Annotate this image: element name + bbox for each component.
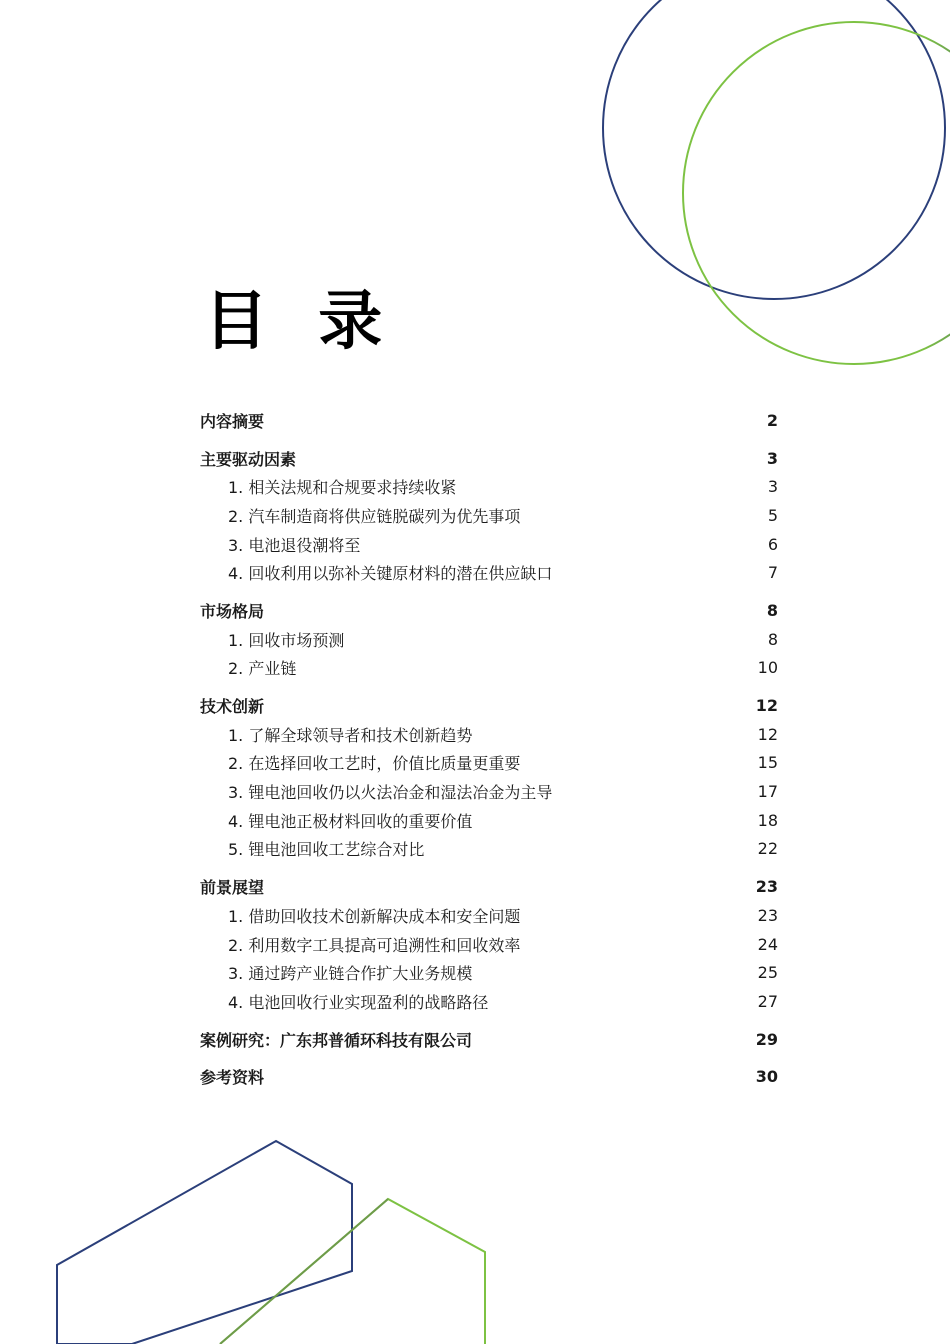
- toc-subentry[interactable]: [200, 720, 778, 749]
- decorative-hexagon-olive-edge: [220, 1199, 388, 1344]
- toc-subentry[interactable]: [200, 930, 778, 959]
- toc-entry-label: 主要驱动因素: [200, 449, 297, 469]
- toc-subentry[interactable]: [200, 749, 778, 778]
- toc-entry[interactable]: [200, 596, 778, 625]
- table-of-contents: [200, 406, 778, 1100]
- toc-entry-page: 8: [766, 600, 778, 620]
- toc-subentry-label: 3. 锂电池回收仍以火法冶金和湿法冶金为主导: [228, 783, 553, 803]
- toc-subentry-page: 12: [757, 724, 778, 744]
- toc-subentry-page: 27: [757, 991, 778, 1011]
- toc-subentry-page: 8: [767, 629, 778, 649]
- toc-subentry-label: 3. 通过跨产业链合作扩大业务规模: [228, 964, 473, 984]
- toc-entry-label: 技术创新: [200, 697, 265, 717]
- toc-entry-label: 参考资料: [200, 1068, 265, 1088]
- toc-entry-label: 市场格局: [200, 601, 265, 621]
- toc-section: [200, 444, 778, 587]
- toc-subentry-page: 23: [757, 905, 778, 925]
- decorative-hexagon-navy: [57, 1141, 352, 1344]
- toc-subentry-label: 5. 锂电池回收工艺综合对比: [228, 840, 425, 860]
- toc-subentry-page: 17: [757, 782, 778, 802]
- toc-subentry[interactable]: [200, 777, 778, 806]
- toc-entry[interactable]: [200, 691, 778, 720]
- toc-subentry-label: 3. 电池退役潮将至: [228, 535, 361, 555]
- toc-subentry-page: 10: [757, 658, 778, 678]
- toc-subentry-page: 7: [767, 563, 778, 583]
- toc-entry-label: 内容摘要: [200, 411, 265, 431]
- toc-entry-page: 29: [755, 1029, 778, 1049]
- decorative-hexagon-green: [220, 1199, 485, 1344]
- toc-entry-page: 2: [766, 410, 778, 430]
- toc-entry-page: 3: [766, 448, 778, 468]
- toc-subentry-page: 18: [757, 810, 778, 830]
- toc-subentry-page: 5: [767, 505, 778, 525]
- page-title: 目 录: [204, 285, 397, 359]
- toc-subentry-label: 4. 回收利用以弥补关键原材料的潜在供应缺口: [228, 564, 553, 584]
- toc-subentry-label: 2. 产业链: [228, 659, 297, 679]
- toc-entry-label: 案例研究：广东邦普循环科技有限公司: [200, 1030, 473, 1050]
- toc-subentry-label: 4. 锂电池正极材料回收的重要价值: [228, 811, 473, 831]
- toc-subentry-label: 2. 汽车制造商将供应链脱碳列为优先事项: [228, 506, 521, 526]
- toc-entry[interactable]: [200, 1062, 778, 1091]
- toc-entry-page: 30: [755, 1067, 778, 1087]
- toc-subentry[interactable]: [200, 806, 778, 835]
- toc-subentry[interactable]: [200, 654, 778, 683]
- toc-subentry[interactable]: [200, 558, 778, 587]
- toc-entry[interactable]: [200, 872, 778, 901]
- toc-entry[interactable]: [200, 1025, 778, 1054]
- toc-subentry[interactable]: [200, 835, 778, 864]
- toc-section: [200, 691, 778, 863]
- toc-entry-page: 23: [755, 877, 778, 897]
- toc-subentry[interactable]: [200, 901, 778, 930]
- toc-entry[interactable]: [200, 406, 778, 435]
- toc-subentry[interactable]: [200, 501, 778, 530]
- toc-subentry[interactable]: [200, 530, 778, 559]
- toc-section: [200, 406, 778, 435]
- toc-subentry-label: 1. 相关法规和合规要求持续收紧: [228, 478, 457, 498]
- decorative-circle-green: [683, 22, 950, 364]
- toc-entry-label: 前景展望: [200, 878, 265, 898]
- toc-subentry-page: 22: [757, 839, 778, 859]
- toc-subentry-page: 3: [767, 477, 778, 497]
- toc-subentry-label: 2. 在选择回收工艺时，价值比质量更重要: [228, 754, 521, 774]
- toc-subentry-page: 6: [767, 534, 778, 554]
- toc-subentry[interactable]: [200, 625, 778, 654]
- toc-entry[interactable]: [200, 444, 778, 473]
- toc-subentry-page: 24: [757, 934, 778, 954]
- toc-subentry-page: 15: [757, 753, 778, 773]
- toc-subentry-label: 1. 了解全球领导者和技术创新趋势: [228, 725, 473, 745]
- toc-section: [200, 1062, 778, 1091]
- toc-section: [200, 872, 778, 1015]
- toc-section: [200, 1025, 778, 1054]
- toc-subentry[interactable]: [200, 958, 778, 987]
- toc-subentry-page: 25: [757, 963, 778, 983]
- toc-subentry-label: 1. 借助回收技术创新解决成本和安全问题: [228, 906, 521, 926]
- toc-subentry[interactable]: [200, 987, 778, 1016]
- toc-subentry-label: 4. 电池回收行业实现盈利的战略路径: [228, 992, 489, 1012]
- toc-subentry-label: 1. 回收市场预测: [228, 630, 345, 650]
- toc-subentry[interactable]: [200, 472, 778, 501]
- toc-section: [200, 596, 778, 682]
- decorative-circle-navy: [603, 0, 945, 299]
- toc-subentry-label: 2. 利用数字工具提高可追溯性和回收效率: [228, 935, 521, 955]
- toc-entry-page: 12: [755, 696, 778, 716]
